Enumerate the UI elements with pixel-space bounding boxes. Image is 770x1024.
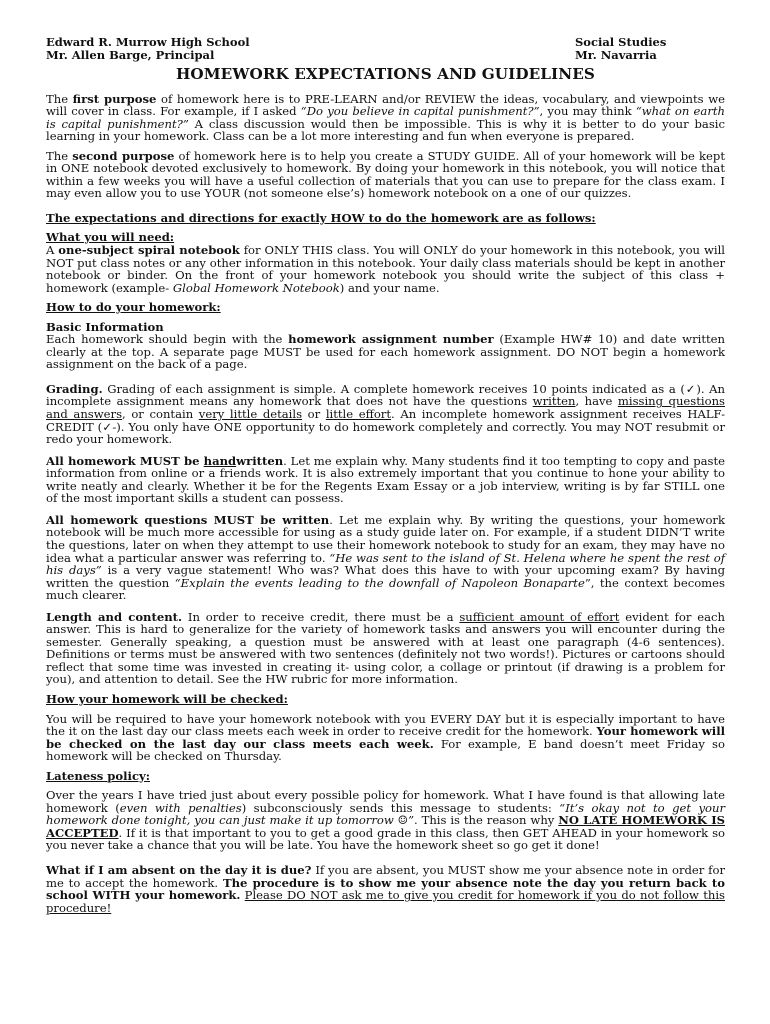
header-right	[575, 36, 725, 62]
basic-information-paragraph: Each homework should begin with the homework assignment number (Example HW# 10) and date written clearly at the top. A separate page MUST be used for each homework assignment. DO NOT begin a homework assignment on the back of a page.	[46, 332, 725, 372]
school-name: Edward R. Murrow High School	[46, 35, 250, 49]
first-purpose-paragraph: The first purpose of homework here is to PRE-LEARN and/or REVIEW the ideas, vocabulary, and viewpoints we will cover in class. For example, if I asked “Do you believe in capital punishment?”, you may think “what on earth is capital punishment?” A class discussion would then be impossible. This is why it is better to do your basic learning in your homework. Class can be a lot more interesting and fun when everyone is prepared.	[46, 91, 725, 144]
teacher-name: Mr. Navarria	[575, 48, 657, 62]
how-checked-heading: How your homework will be checked:	[46, 691, 288, 706]
handwritten-paragraph: All homework MUST be handwritten. Let me explain why. Many students find it too tempting to copy and paste information from online or a friends work. It is also extremely important that you continue to hone your ability to write neatly and clearly. Whether it be for the Regents Exam Essay or a job interview, writing is by far STILL one of the most important skills a student can possess.	[46, 453, 725, 506]
document-header	[46, 36, 725, 62]
how-checked-paragraph: You will be required to have your homework notebook with you EVERY DAY but it is especially important to have the it on the last day our class meets each week in order to receive credit for the homework. Your homework will be checked on the last day our class meets each week. For example, E band doesn’t meet Friday so homework will be checked on Thursday.	[46, 711, 726, 764]
length-content-paragraph: Length and content. In order to receive credit, there must be a sufficient amount of effort evident for each answer. This is hard to generalize for the variety of homework tasks and answers you will encounter during the semester. Generally speaking, a question must be answered with at least one paragraph (4-6 sentences). Definitions or terms must be answered with two sentences (definitely not two words!). Pictures or cartoons should reflect that some time was invested in creating it- using color, a collage or printout (if drawing is a problem for you), and attention to detail. See the HW rubric for more information.	[46, 609, 725, 687]
lateness-paragraph: Over the years I have tried just about every possible policy for homework. What I have found is that allowing late homework (even with penalties) subconsciously sends this message to students: “It’s okay not to get your homework done tonight, you can just make it up tomorrow ☺”. This is the reason why NO LATE HOMEWORK IS ACCEPTED. If it is that important to you to get a good grade in this class, then GET AHEAD in your homework so you never take a chance that you will be late. You have the homework sheet so go get it done!	[46, 788, 726, 853]
principal-name: Mr. Allen Barge, Principal	[46, 48, 215, 62]
basic-information-title: Basic Information	[46, 319, 164, 334]
absent-paragraph: What if I am absent on the day it is due? If you are absent, you MUST show me your absence note in order for me to accept the homework. The procedure is to show me your absence note the day you return back to school WITH your homework. Please DO NOT ask me to give you credit for homework if you do not follow this procedure!	[46, 862, 725, 915]
header-left	[46, 36, 250, 62]
grading-paragraph: Grading. Grading of each assignment is simple. A complete homework receives 10 points indicated as a (✓). An incomplete assignment means any homework that does not have the questions written, have missing questions and answers, or contain very little details or little effort. An incomplete homework assignment receives HALF-CREDIT (✓-). You only have ONE opportunity to do homework completely and correctly. You may NOT resubmit or redo your homework.	[46, 381, 725, 447]
what-you-need-paragraph: A one-subject spiral notebook for ONLY THIS class. You will ONLY do your homework in this notebook, you will NOT put class notes or any other information in this notebook. Your daily class materials should be kept in another notebook or binder. On the front of your homework notebook you should write the subject of this class + homework (example- Global Homework Notebook) and your name.	[46, 243, 725, 295]
subject-name: Social Studies	[575, 35, 667, 49]
what-you-need-heading: What you will need:	[46, 230, 175, 245]
expectations-heading: The expectations and directions for exactly HOW to do the homework are as follows:	[46, 210, 596, 225]
lateness-heading: Lateness policy:	[46, 768, 151, 783]
how-to-heading: How to do your homework:	[46, 300, 221, 315]
second-purpose-paragraph: The second purpose of homework here is to help you create a STUDY GUIDE. All of your homework will be kept in ONE notebook devoted exclusively to homework. By doing your homework in this notebook, you will notice that within a few weeks you will have a useful collection of materials that you can use to prepare for the class exam. I may even allow you to use YOUR (not someone else’s) homework notebook on a one of our quizzes.	[46, 148, 725, 201]
questions-written-paragraph: All homework questions MUST be written. Let me explain why. By writing the questions, your homework notebook will be much more accessible for using as a study guide later on. For example, if a student DIDN’T write the questions, later on when they attempt to use their homework notebook to study for an exam, they may have no idea what a particular answer was referring to. “He was sent to the island of St. Helena where he spent the rest of his days” is a very vague statement! Who was? What does this have to with your upcoming exam? By having written the question “Explain the events leading to the downfall of Napoleon Bonaparte”, the context becomes much clearer.	[46, 512, 725, 603]
document-title: HOMEWORK EXPECTATIONS AND GUIDELINES	[175, 65, 595, 83]
